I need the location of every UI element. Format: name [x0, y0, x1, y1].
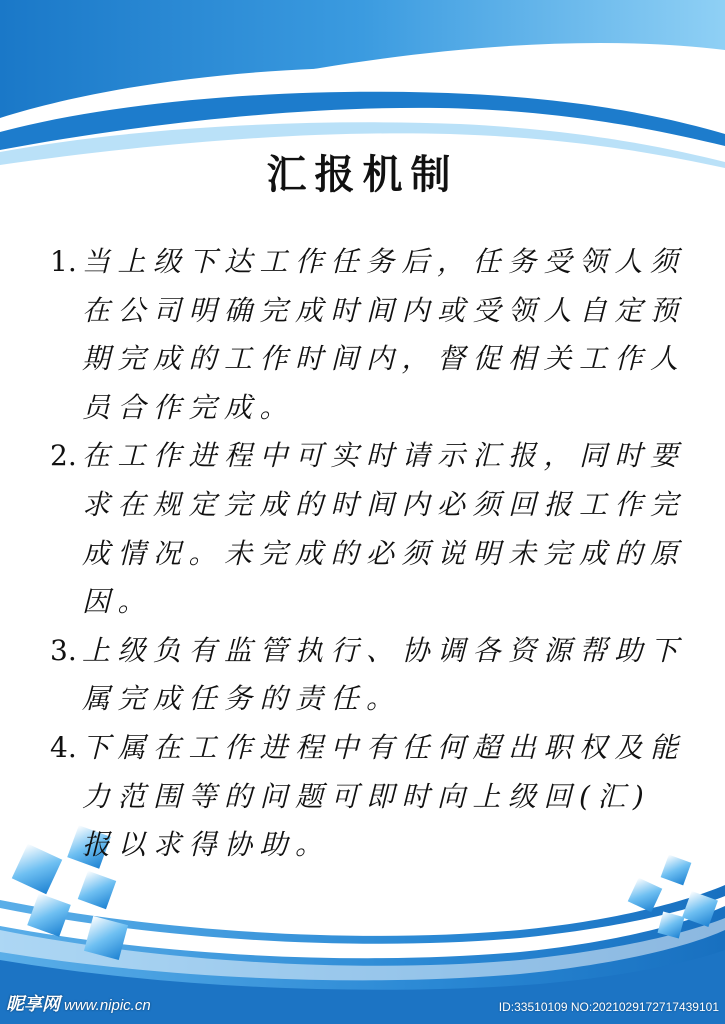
item-text: 在工作进程中可实时请示汇报，同时要求在规定完成的时间内必须回报工作完成情况。未完成的必须说明未完成的原因。	[82, 439, 686, 619]
item-number: 1.	[50, 245, 77, 278]
list-item	[50, 238, 686, 432]
item-number: 4.	[50, 730, 77, 764]
logo-text: 昵享网	[6, 994, 60, 1014]
item-number: 3.	[50, 633, 77, 667]
list-item	[50, 432, 686, 626]
footer-watermark	[0, 988, 725, 1024]
image-id-text: ID:33510109 NO:20210291727174391​01	[498, 1000, 719, 1014]
item-text: 下属在工作进程中有任何超出职权及能力范围等的问题可即时向上级回(汇)报以求得协助。	[82, 730, 686, 862]
item-text: 上级负有监管执行、协调各资源帮助下属完成任务的责任。	[82, 633, 686, 716]
site-url: www.nipic.cn	[64, 997, 151, 1014]
page-title: 汇报机制	[266, 151, 459, 198]
item-number: 2.	[50, 439, 77, 473]
rules-list	[50, 238, 686, 870]
list-item	[50, 724, 686, 870]
list-item	[50, 627, 686, 724]
item-text: 当上级下达工作任务后，任务受领人须在公司明确完成时间内或受领人自定预期完成的工作时间内，督促相关工作人员合作完成。	[82, 245, 686, 424]
site-logo	[6, 990, 151, 1016]
